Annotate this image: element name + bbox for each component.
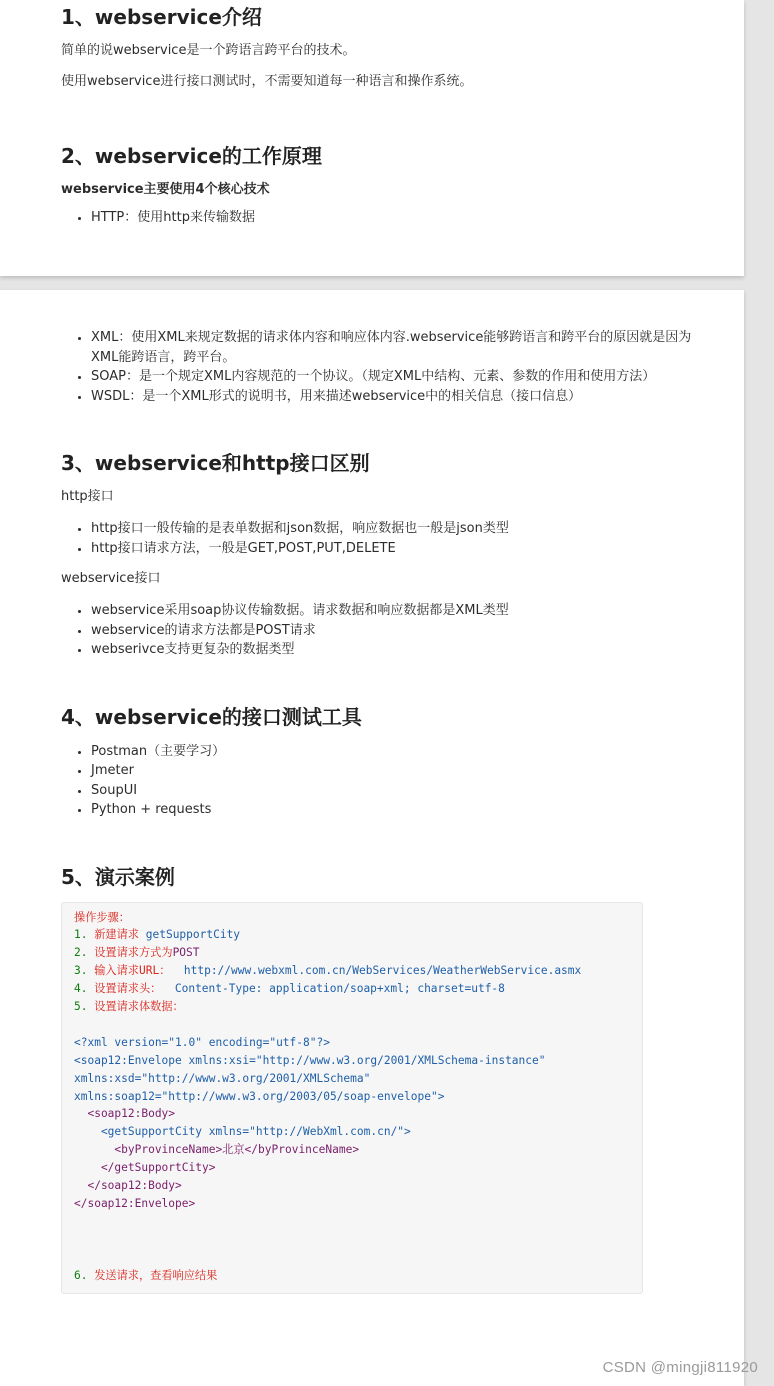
code-step-text: 输入请求URL：	[94, 964, 171, 978]
bullet-list	[61, 742, 704, 820]
code-step-number: 5.	[74, 1000, 88, 1014]
code-xml-line: <soap12:Envelope xmlns:xsi="http://www.w3.org/2001/XMLSchema-instance"	[74, 1053, 546, 1067]
list-item: • Jmeter	[91, 761, 704, 781]
paragraph: http接口	[61, 489, 114, 504]
code-xml-line: xmlns:xsd="http://www.w3.org/2001/XMLSchema"	[74, 1071, 371, 1085]
list-item: • HTTP：使用http来传输数据	[91, 208, 704, 228]
list-item: • SoupUI	[91, 781, 704, 801]
bullet-list	[61, 519, 704, 558]
list-item: • Python + requests	[91, 800, 704, 820]
code-step-number: 3.	[74, 964, 88, 978]
document-page-2	[0, 290, 744, 1386]
paragraph: webservice接口	[61, 571, 161, 586]
bullet-list	[61, 328, 704, 406]
section-heading: 3、webservice和http接口区别	[61, 451, 370, 475]
code-step-number: 6.	[74, 1268, 88, 1282]
subheading: webservice主要使用4个核心技术	[61, 182, 270, 197]
code-xml-line: </soap12:Envelope>	[74, 1197, 196, 1210]
section-heading: 1、webservice介绍	[61, 5, 262, 29]
code-step-number: 1.	[74, 928, 88, 942]
code-step-value: getSupportCity	[145, 928, 241, 942]
code-step-text: 新建请求	[94, 928, 139, 942]
code-step-value: http://www.webxml.com.cn/WebServices/WeatherWebService.asmx	[183, 964, 582, 978]
code-step-text: 发送请求，查看响应结果	[94, 1268, 218, 1282]
list-item: • http接口请求方法，一般是GET,POST,PUT,DELETE	[91, 539, 704, 559]
code-xml-line: <getSupportCity xmlns="http://WebXml.com.cn/">	[74, 1125, 411, 1139]
code-xml-line: <?xml version="1.0" encoding="utf-8"?>	[74, 1035, 330, 1049]
paragraph: 使用webservice进行接口测试时，不需要知道每一种语言和操作系统。	[61, 74, 473, 89]
watermark: CSDN @mingji811920	[602, 1359, 758, 1376]
code-xml-line: xmlns:soap12="http://www.w3.org/2003/05/soap-envelope">	[74, 1089, 445, 1103]
list-item: • WSDL：是一个XML形式的说明书，用来描述webservice中的相关信息（接口信息）	[91, 387, 704, 407]
list-item: • webserivce支持更复杂的数据类型	[91, 640, 704, 660]
list-item: • webservice采用soap协议传输数据。请求数据和响应数据都是XML类型	[91, 601, 704, 621]
code-xml-line: <soap12:Body>	[74, 1107, 176, 1121]
code-step-value: Content-Type: application/soap+xml; charset=utf-8	[174, 982, 505, 996]
list-item: • Postman（主要学习）	[91, 742, 704, 762]
section-heading: 4、webservice的接口测试工具	[61, 704, 362, 729]
code-xml-line: </getSupportCity>	[74, 1161, 216, 1175]
code-xml-line: </soap12:Body>	[74, 1179, 182, 1193]
code-step-text: 设置请求方式为	[94, 946, 173, 960]
code-step-number: 2.	[74, 946, 88, 960]
list-item: • XML：使用XML来规定数据的请求体内容和响应体内容.webservice能够跨语言和跨平台的原因就是因为XML能跨语言，跨平台。	[91, 328, 704, 367]
bullet-list	[61, 601, 704, 660]
list-item: • http接口一般传输的是表单数据和json数据，响应数据也一般是json类型	[91, 519, 704, 539]
list-item: • SOAP：是一个规定XML内容规范的一个协议。（规定XML中结构、元素、参数的作用和使用方法）	[91, 367, 704, 387]
document-page-1	[0, 0, 744, 276]
code-xml-line: <byProvinceName>北京</byProvinceName>	[74, 1143, 360, 1157]
code-step-text: 设置请求头：	[94, 982, 162, 996]
code-step-value: POST	[172, 946, 200, 960]
section-heading: 5、演示案例	[61, 864, 175, 889]
section-heading: 2、webservice的工作原理	[61, 144, 322, 168]
code-step-number: 4.	[74, 982, 88, 996]
code-steps-title: 操作步骤：	[74, 910, 130, 924]
paragraph: 简单的说webservice是一个跨语言跨平台的技术。	[61, 43, 356, 58]
code-step-text: 设置请求体数据：	[94, 1000, 184, 1014]
bullet-list	[61, 208, 704, 228]
list-item: • webservice的请求方法都是POST请求	[91, 621, 704, 641]
code-block	[61, 902, 643, 1294]
